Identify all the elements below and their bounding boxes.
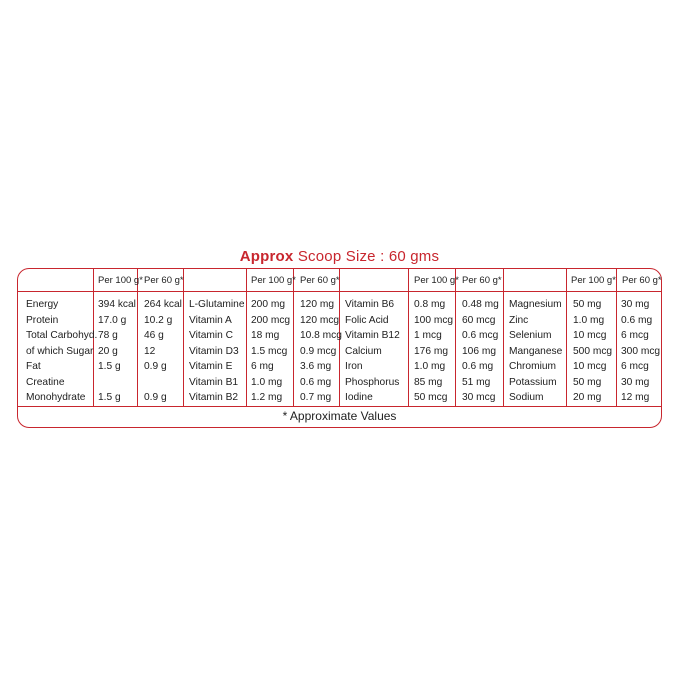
per60-value: 0.48 mg [462, 299, 499, 310]
per60-values-column [621, 297, 660, 406]
column-divider [137, 269, 138, 406]
per60-value: 300 mcg [621, 345, 661, 357]
header-per100: Per 100 g* [414, 275, 459, 286]
nutrient-name: L-Glutamine [189, 299, 245, 310]
column-divider [183, 269, 184, 406]
per100-value: 1.2 mg [251, 392, 283, 403]
per100-values-column [573, 297, 612, 406]
per60-value: 30 mcg [462, 392, 496, 403]
nutrient-name: Magnesium [509, 299, 562, 310]
per100-value: 1.5 mcg [251, 345, 288, 357]
per60-value: 6 mcg [621, 361, 649, 372]
per100-value [98, 375, 136, 391]
header-per60: Per 60 g* [300, 275, 340, 286]
header-per100: Per 100 g* [98, 275, 143, 286]
per100-value: 85 mg [414, 376, 443, 388]
per100-value: 6 mg [251, 361, 274, 372]
nutrient-name: Potassium [509, 376, 557, 388]
per100-value: 50 mg [573, 376, 602, 388]
per60-value: 0.9 mcg [300, 345, 337, 357]
scoop-size-title [0, 248, 679, 265]
nutrient-name: Vitamin B1 [189, 376, 239, 388]
per100-value: 50 mcg [414, 392, 448, 403]
per100-values-column [98, 297, 136, 406]
nutrient-name: Folic Acid [345, 314, 389, 326]
per100-value: 10 mcg [573, 330, 607, 341]
per60-values-column [462, 297, 499, 406]
per100-value: 17.0 g [98, 314, 127, 326]
per60-value: 30 mg [621, 376, 650, 388]
per100-value: 18 mg [251, 330, 280, 341]
nutrient-name: Phosphorus [345, 376, 400, 388]
per60-value: 0.9 g [144, 392, 167, 403]
nutrient-name: Manganese [509, 345, 563, 357]
nutrient-name: Monohydrate [26, 392, 86, 403]
nutrient-name: Creatine [26, 376, 65, 388]
per100-value: 176 mg [414, 345, 448, 357]
title-bold: Approx [239, 248, 294, 265]
header-per60: Per 60 g* [462, 275, 502, 286]
nutrient-name: Chromium [509, 361, 556, 372]
nutrient-names-column [189, 297, 245, 406]
per100-values-column [251, 297, 290, 406]
per60-value: 106 mg [462, 345, 496, 357]
per100-value: 394 kcal [98, 299, 136, 310]
column-divider [246, 269, 247, 406]
column-divider [566, 269, 567, 406]
header-per100: Per 100 g* [251, 275, 296, 286]
per60-value: 46 g [144, 330, 164, 341]
column-divider [616, 269, 617, 406]
nutrient-name: Sodium [509, 392, 544, 403]
nutrient-name: Vitamin B2 [189, 392, 239, 403]
column-divider [408, 269, 409, 406]
per60-value: 3.6 mg [300, 361, 332, 372]
per100-value: 0.8 mg [414, 299, 446, 310]
per100-value: 10 mcg [573, 361, 607, 372]
per60-value: 0.9 g [144, 361, 167, 372]
nutrient-names-column [509, 297, 562, 406]
nutrient-name: Selenium [509, 330, 552, 341]
per60-value: 30 mg [621, 299, 650, 310]
nutrient-name: Vitamin B12 [345, 330, 400, 341]
per60-value: 51 mg [462, 376, 491, 388]
footer-divider [18, 406, 661, 407]
approximate-values-note: * Approximate Values [282, 409, 397, 423]
header-per60: Per 60 g* [622, 275, 662, 286]
per100-value: 1.5 g [98, 361, 121, 372]
per100-value: 1.0 mg [414, 361, 446, 372]
nutrient-name: Calcium [345, 345, 382, 357]
per100-value: 100 mcg [414, 314, 454, 326]
nutrient-name: Vitamin A [189, 314, 232, 326]
per60-value: 10.2 g [144, 314, 173, 326]
per60-value [144, 375, 182, 391]
per60-value: 0.6 mcg [462, 330, 499, 341]
per60-value: 10.8 mcg [300, 330, 342, 341]
per60-value: 0.6 mg [462, 361, 494, 372]
per60-value: 120 mg [300, 299, 334, 310]
title-rest: Scoop Size : 60 gms [293, 248, 440, 265]
per60-value: 264 kcal [144, 299, 182, 310]
nutrient-name: of which Sugar [26, 345, 94, 357]
nutrient-name: Energy [26, 299, 59, 310]
per100-value: 20 g [98, 345, 118, 357]
per60-value: 6 mcg [621, 330, 649, 341]
per60-value: 120 mcg [300, 314, 340, 326]
per100-value: 50 mg [573, 299, 602, 310]
per60-value: 0.6 mg [300, 376, 332, 388]
per100-values-column [414, 297, 453, 406]
per60-values-column [300, 297, 342, 406]
per60-value: 12 [144, 345, 156, 357]
nutrient-name: Vitamin E [189, 361, 233, 372]
per60-value: 0.7 mg [300, 392, 332, 403]
nutrient-name: Fat [26, 361, 41, 372]
nutrient-names-column [345, 297, 400, 406]
nutrient-name: Total Carbohyd. [26, 330, 98, 341]
per100-value: 20 mg [573, 392, 602, 403]
per100-value: 1 mcg [414, 330, 442, 341]
per60-value: 60 mcg [462, 314, 496, 326]
per100-value: 1.0 mg [251, 376, 283, 388]
header-per60: Per 60 g* [144, 275, 184, 286]
per100-value: 1.5 g [98, 392, 121, 403]
nutrient-names-column [26, 297, 97, 406]
per100-value: 200 mcg [251, 314, 291, 326]
header-per100: Per 100 g* [571, 275, 616, 286]
nutrient-name: Vitamin D3 [189, 345, 239, 357]
per60-values-column [144, 297, 182, 406]
nutrient-name: Vitamin C [189, 330, 233, 341]
nutrient-name: Zinc [509, 314, 529, 326]
column-divider [455, 269, 456, 406]
nutrient-name: Protein [26, 314, 59, 326]
nutrient-name: Iodine [345, 392, 373, 403]
column-divider [503, 269, 504, 406]
per60-value: 12 mg [621, 392, 650, 403]
per60-value: 0.6 mg [621, 314, 653, 326]
nutrition-table [17, 268, 662, 428]
column-divider [293, 269, 294, 406]
per100-value: 500 mcg [573, 345, 613, 357]
per100-value: 78 g [98, 330, 118, 341]
per100-value: 1.0 mg [573, 314, 605, 326]
nutrient-name: Iron [345, 361, 363, 372]
per100-value: 200 mg [251, 299, 285, 310]
nutrient-name: Vitamin B6 [345, 299, 395, 310]
